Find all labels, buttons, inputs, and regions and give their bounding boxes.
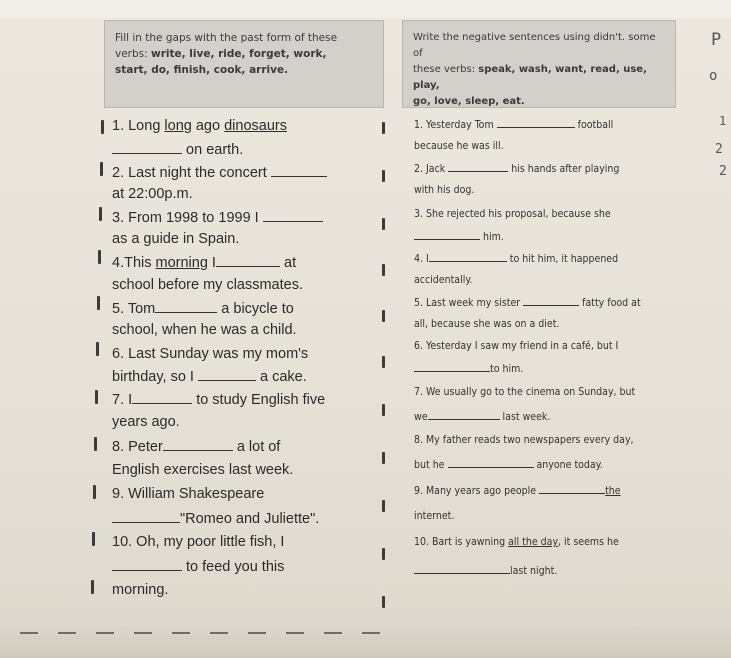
negative-gap-6[interactable] [414,362,490,372]
dash-mark [210,632,228,634]
margin-bar [98,250,101,264]
negative-gap-5[interactable] [523,296,579,306]
margin-bar [101,120,104,134]
dash-mark [58,632,76,634]
left-line-12: birthday, so I a cake. [112,369,307,385]
margin-bar [91,580,94,594]
dash-mark [96,632,114,634]
left-line-6: as a guide in Spain. [112,231,240,247]
instructions-right-verbs-line1: these verbs: speak, wash, want, read, use, play, [413,64,647,91]
answer-gap-6[interactable] [198,368,256,381]
dash-mark [362,632,380,634]
margin-bar [382,596,385,608]
dash-mark [134,632,152,634]
right-line-13: 7. We usually go to the cinema on Sunday, but [414,386,636,398]
margin-bar [382,404,385,416]
instructions-right-title: Write the negative sentences using didn't. some of [413,32,656,59]
margin-bar [97,296,100,310]
left-line-9: 5. Tom a bicycle to [112,301,294,317]
left-line-3: 2. Last night the concert [112,164,327,181]
left-line-7: 4.This morning I at [112,255,297,271]
margin-bar [96,342,99,356]
left-line-16: English exercises last week. [112,462,294,478]
instructions-left-box [104,20,384,108]
margin-bar [99,207,102,221]
margin-bar [382,218,385,230]
answer-gap-9[interactable] [112,510,180,523]
margin-bar [382,356,385,368]
margin-bar [93,485,96,499]
right-line-20: last night. [414,564,557,577]
negative-gap-10[interactable] [414,564,510,574]
left-line-14: years ago. [112,414,180,430]
right-line-1: 1. Yesterday Tom football [414,119,614,131]
left-line-8: school before my classmates. [112,277,303,293]
left-line-2: on earth. [112,141,243,158]
verb-list-1: write, live, ride, forget, work, [151,48,327,60]
right-line-10: all, because she was on a diet. [414,318,560,330]
margin-bar [382,452,385,464]
right-line-12: to him. [414,362,523,375]
instructions-right-box [402,20,676,108]
right-line-5: 3. She rejected his proposal, because she [414,208,611,220]
right-line-3: 2. Jack his hands after playing [414,163,620,175]
negative-gap-2[interactable] [448,162,508,172]
negative-gap-3[interactable] [414,230,480,240]
dash-mark [20,632,38,634]
margin-bar [95,390,98,404]
answer-gap-8[interactable] [163,438,233,451]
verb-list-2: start, do, finish, cook, arrive. [115,64,289,76]
left-line-4: at 22:00p.m. [112,186,193,202]
margin-bar [100,162,103,176]
negative-gap-8[interactable] [448,458,534,468]
left-line-1: 1. Long long ago dinosaurs [112,118,287,134]
margin-bar [382,548,385,560]
left-line-21: morning. [112,582,169,598]
negative-gap-7[interactable] [428,410,500,420]
margin-bar [94,437,97,451]
margin-bar [382,310,385,322]
margin-bar [382,170,385,182]
verb-list-4: go, love, sleep, eat. [413,96,525,107]
answer-gap-4[interactable] [216,254,280,267]
right-line-11: 6. Yesterday I saw my friend in a café, but I [414,340,619,352]
left-line-15: 8. Peter a lot of [112,439,281,455]
left-line-13: 7. I to study English five [112,392,326,408]
left-line-10: school, when he was a child. [112,322,297,338]
margin-bar [382,264,385,276]
dash-mark [248,632,266,634]
left-line-20: to feed you this [112,558,284,575]
right-line-7: 4. I to hit him, it happened [414,253,619,265]
instructions-left-title: Fill in the gaps with the past form of these [115,32,338,44]
dash-mark [286,632,304,634]
right-line-2: because he was ill. [414,140,504,152]
left-line-19: 10. Oh, my poor little fish, I [112,534,285,550]
right-line-17: 9. Many years ago people the [414,485,621,497]
answer-gap-7[interactable] [132,391,192,404]
dash-mark [324,632,342,634]
answer-gap-2[interactable] [271,164,327,177]
left-line-18: "Romeo and Juliette". [112,510,319,527]
margin-bar [382,500,385,512]
margin-bar [382,122,385,134]
answer-gap-1[interactable] [112,141,182,154]
next-page-edge: P o 1 2 2 [709,30,727,179]
instructions-left-verbs-line1: verbs: write, live, ride, forget, work, [115,48,327,60]
answer-gap-5[interactable] [155,300,217,313]
negative-gap-4[interactable] [429,252,507,262]
right-line-14: we last week. [414,411,551,423]
right-line-8: accidentally. [414,274,473,286]
answer-gap-10[interactable] [112,558,182,571]
negative-gap-9[interactable] [539,484,605,494]
negative-gap-1[interactable] [497,118,575,128]
right-line-4: with his dog. [414,184,475,196]
right-line-15: 8. My father reads two newspapers every day, [414,434,634,446]
left-line-17: 9. William Shakespeare [112,486,265,502]
top-edge [0,0,731,18]
right-line-6: him. [414,230,504,243]
margin-bar [92,532,95,546]
verb-list-3: speak, wash, want, read, use, play, [413,64,647,91]
right-line-9: 5. Last week my sister fatty food at [414,297,641,309]
answer-gap-3[interactable] [263,209,323,222]
right-line-18: internet. [414,510,455,522]
left-line-5: 3. From 1998 to 1999 I [112,209,323,226]
left-line-11: 6. Last Sunday was my mom's [112,346,309,362]
dash-mark [172,632,190,634]
right-line-16: but he anyone today. [414,459,603,471]
right-line-19: 10. Bart is yawning all the day, it seems he [414,536,619,548]
page-bottom-fold [0,625,731,658]
